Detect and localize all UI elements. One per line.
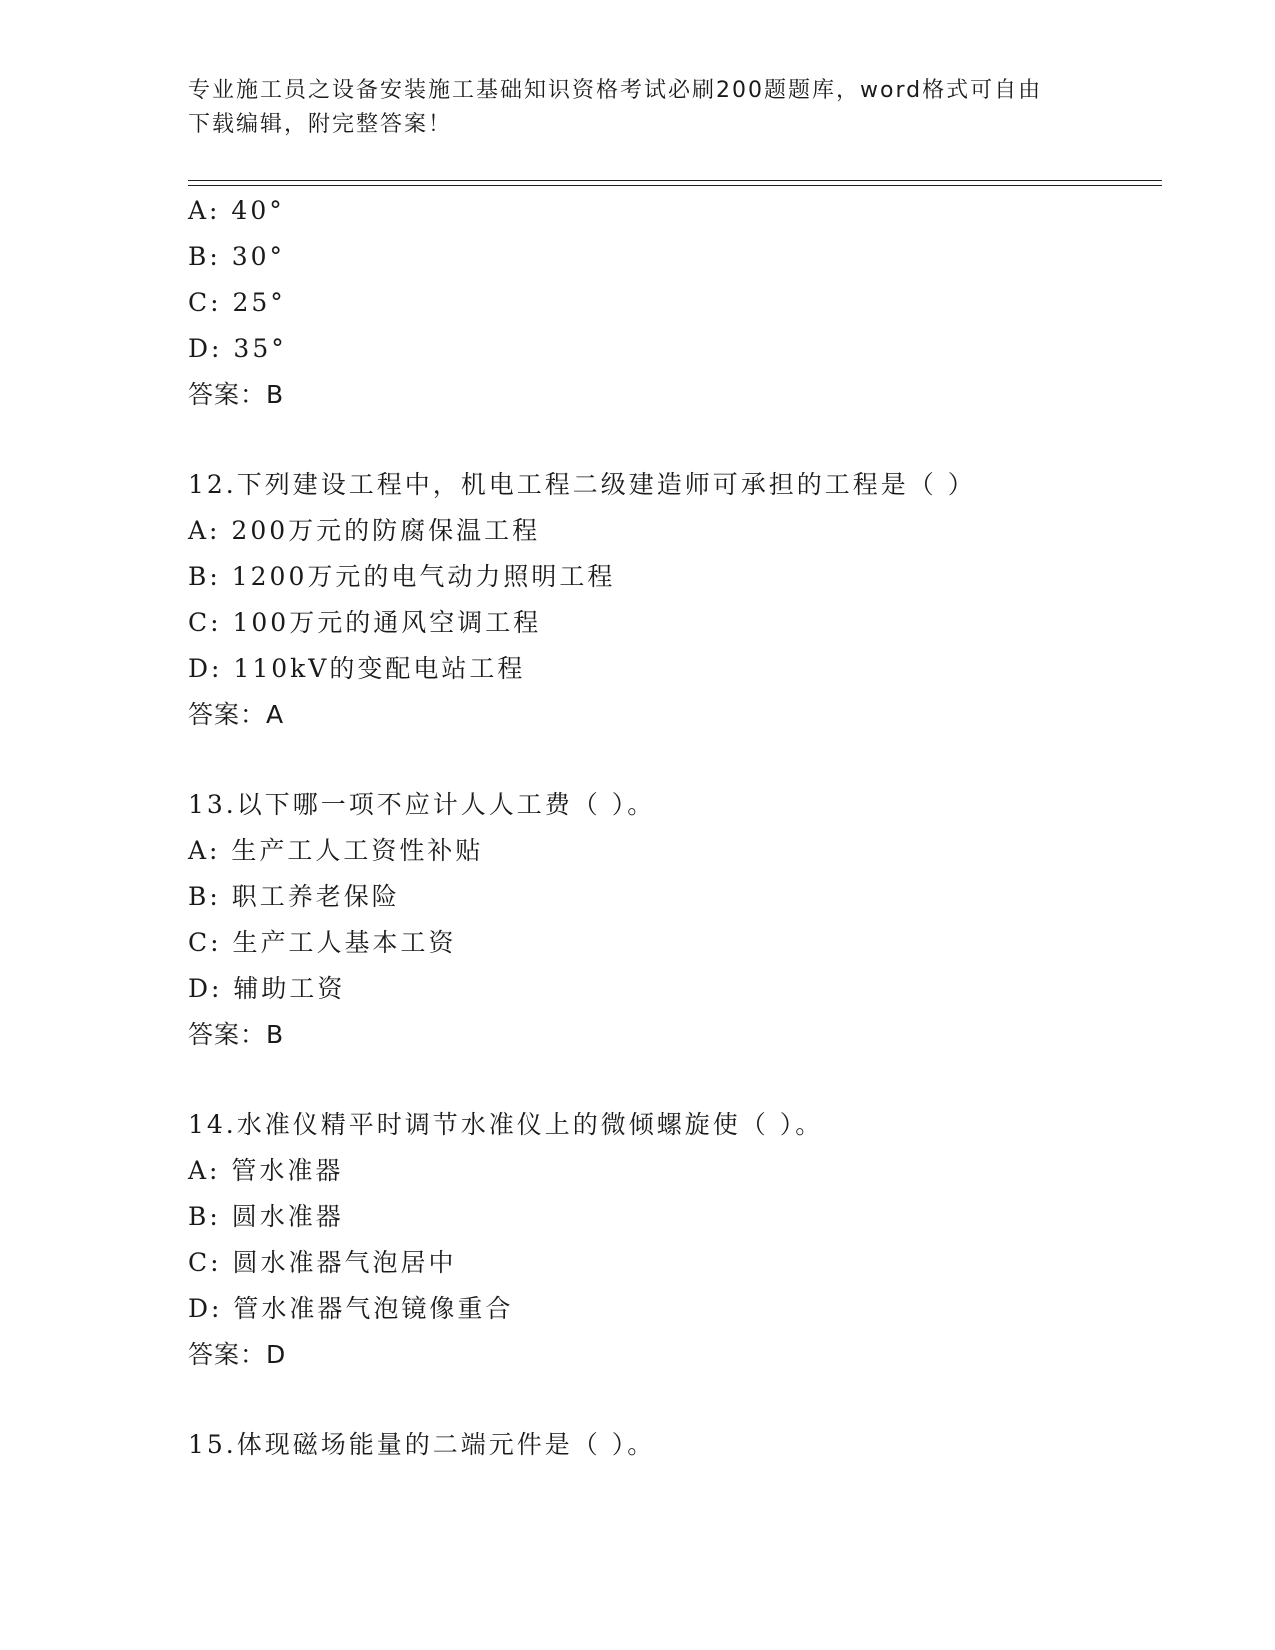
spacer — [188, 1378, 1162, 1422]
option-d: D: 管水准器气泡镜像重合 — [188, 1294, 514, 1323]
answer-line: 答案：D — [188, 1340, 287, 1369]
option-c: C: 25° — [188, 288, 286, 317]
question-text: 13.以下哪一项不应计人人工费（ ）。 — [188, 790, 656, 819]
spacer — [188, 738, 1162, 782]
question-block-12 — [188, 462, 1162, 738]
question-block-13 — [188, 782, 1162, 1058]
option-b: B: 1200万元的电气动力照明工程 — [188, 562, 616, 591]
header-divider-bottom — [188, 185, 1162, 186]
option-b: B: 职工养老保险 — [188, 882, 400, 911]
option-c: C: 生产工人基本工资 — [188, 928, 457, 957]
option-a: A: 生产工人工资性补贴 — [188, 836, 484, 865]
question-block-14 — [188, 1102, 1162, 1378]
answer-line: 答案：B — [188, 380, 285, 409]
option-b: B: 圆水准器 — [188, 1202, 344, 1231]
spacer — [188, 1058, 1162, 1102]
question-list — [188, 188, 1162, 1468]
option-b: B: 30° — [188, 242, 286, 271]
document-header — [188, 74, 1088, 142]
option-c: C: 圆水准器气泡居中 — [188, 1248, 457, 1277]
option-d: D: 辅助工资 — [188, 974, 346, 1003]
option-a: A: 40° — [188, 196, 285, 225]
question-text: 14.水准仪精平时调节水准仪上的微倾螺旋使（ ）。 — [188, 1110, 824, 1139]
option-d: D: 35° — [188, 334, 287, 363]
question-block-11 — [188, 188, 1162, 418]
document-title-line-2: 下载编辑，附完整答案！ — [188, 112, 453, 137]
spacer — [188, 418, 1162, 462]
question-text: 15.体现磁场能量的二端元件是（ ）。 — [188, 1430, 656, 1459]
option-c: C: 100万元的通风空调工程 — [188, 608, 542, 637]
option-a: A: 200万元的防腐保温工程 — [188, 516, 541, 545]
answer-line: 答案：B — [188, 1020, 285, 1049]
question-text: 12.下列建设工程中，机电工程二级建造师可承担的工程是（ ） — [188, 470, 976, 499]
answer-line: 答案：A — [188, 700, 285, 729]
option-d: D: 110kV的变配电站工程 — [188, 654, 526, 683]
document-title-line-1: 专业施工员之设备安装施工基础知识资格考试必刷200题题库，word格式可自由 — [188, 78, 1043, 103]
question-block-15 — [188, 1422, 1162, 1468]
option-a: A: 管水准器 — [188, 1156, 344, 1185]
header-divider-top — [188, 180, 1162, 181]
